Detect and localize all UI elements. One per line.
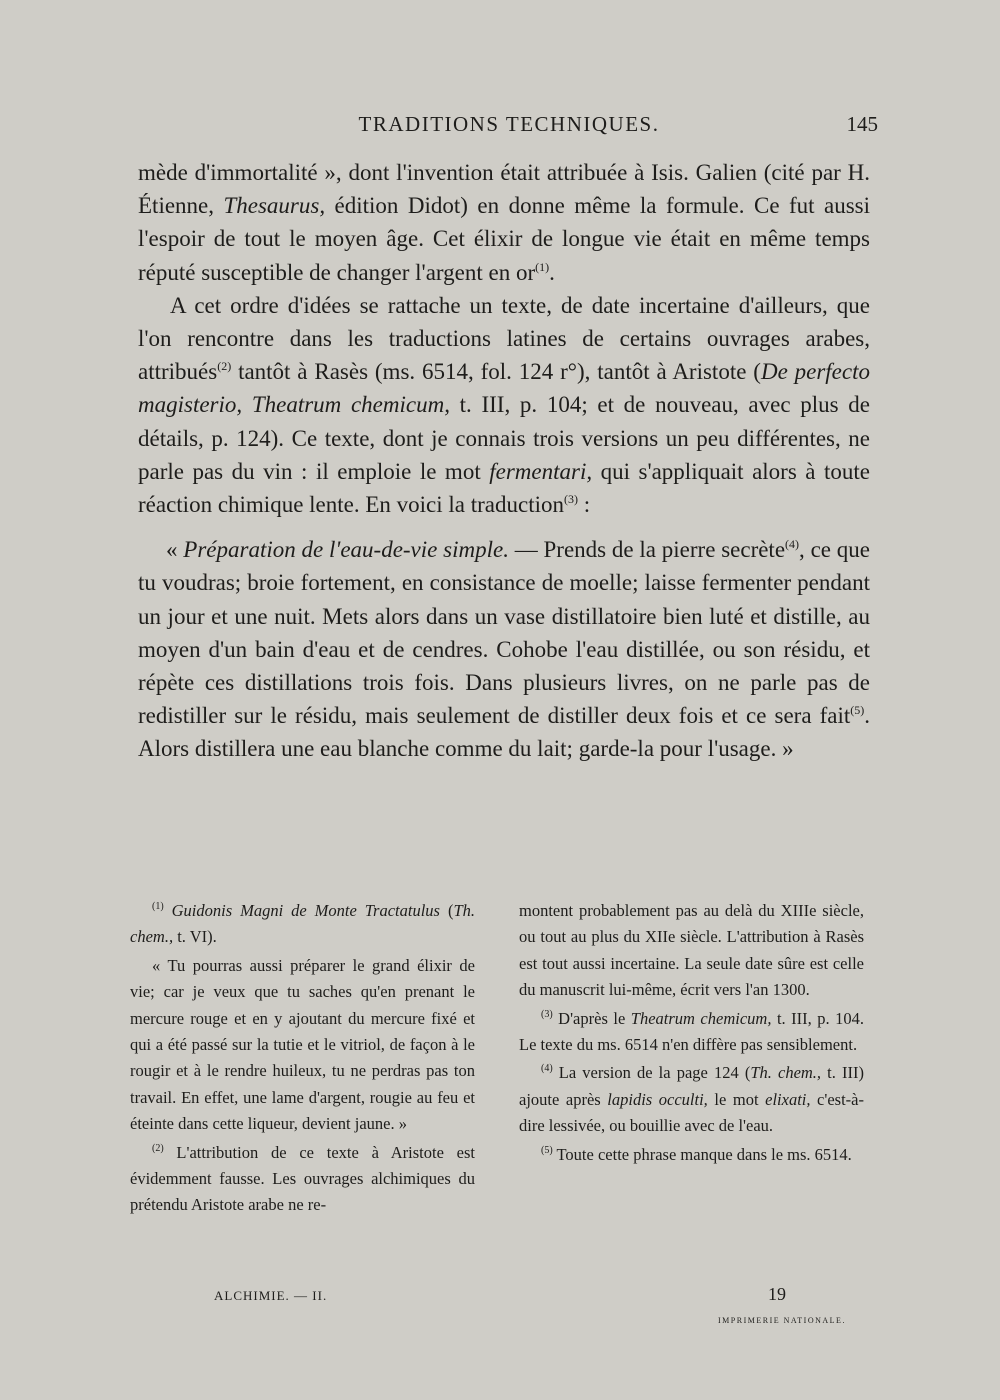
footnotes-right-column xyxy=(519,898,864,1221)
paragraph-2 xyxy=(138,289,870,521)
italic-title: De perfecto magisterio, Theatrum chemicum, xyxy=(138,359,870,418)
italic-latin: lapidis occulti, xyxy=(607,1089,708,1109)
italic-heading: Préparation de l'eau-de-vie simple. xyxy=(183,537,509,563)
text-run: — Prends de la pierre secrète xyxy=(508,537,786,563)
text-run: t. III, p. 104; et de nouveau, avec plus de détails, p. 124). Ce texte, dont je connais trois versions un peu différentes, ne parle pas du vin : il emploie le mot xyxy=(138,392,870,484)
running-header xyxy=(140,112,878,142)
footnote-marker: (1) xyxy=(152,901,164,912)
paragraph-1 xyxy=(138,156,870,289)
text-run: : xyxy=(577,492,591,518)
text-run: « xyxy=(166,537,184,563)
footnote-ref-4: (4) xyxy=(785,537,800,552)
text-run: c'est-à-dire lessivée, ou bouillie avec de l'eau. xyxy=(519,1089,864,1136)
quotation-paragraph xyxy=(138,533,870,765)
footnote-2 xyxy=(130,1140,475,1219)
text-run: . Alors distillera une eau blanche comme du lait; garde-la pour l'usage. » xyxy=(138,703,870,762)
footnote-ref-3: (3) xyxy=(563,492,578,507)
footnotes-left-column xyxy=(130,898,475,1221)
italic-ref: Th. chem., xyxy=(750,1063,822,1083)
text-run: Toute cette phrase manque dans le ms. 6514. xyxy=(552,1144,852,1164)
text-run: , ce que tu voudras; broie fortement, en consistance de moelle; laisse fermenter pendant un jour et une nuit. Mets alors dans un vase distillatoire bien luté et distille, au moyen d'un bain d'eau et de cendres. Cohobe l'eau distillée, ou son résidu, et répète ces distillations trois fois. Dans plusieurs livres, on ne parle pas de redistiller sur le résidu, mais seulement de distiller deux fois et ce sera fait xyxy=(138,537,870,729)
text-run: D'après le xyxy=(552,1008,631,1028)
sheet-signature: 19 xyxy=(768,1284,786,1304)
italic-latin: elixati, xyxy=(765,1089,811,1109)
text-run: t. VI). xyxy=(173,927,217,947)
footnote-2-continued: montent probablement pas au delà du XIIIe siècle, ou tout au plus du XIIe siècle. L'attribution à Rasès est tout aussi incertaine. La seule date sûre est celle du manuscrit lui-même, écrit vers l'an 1300. xyxy=(519,901,864,1000)
text-run: t. III) ajoute après xyxy=(519,1063,864,1109)
text-run: t. III, p. 104. Le texte du ms. 6514 n'en diffère pas sensiblement. xyxy=(519,1008,864,1055)
text-run: A cet ordre d'idées se rattache un texte, de date incertaine d'ailleurs, que l'on rencontre dans les traductions latines de certains ouvrages arabes, attribués xyxy=(138,292,870,385)
text-run: L'attribution de ce texte à Aristote est évidemment fausse. Les ouvrages alchimiques du prétendu Aristote arabe ne re- xyxy=(130,1142,475,1215)
italic-title: Thesaurus, xyxy=(223,193,326,219)
footnote-4 xyxy=(519,1060,864,1139)
footnote-ref-1: (1) xyxy=(535,259,550,274)
footnote-ref-5: (5) xyxy=(850,703,865,718)
text-run: La version de la page 124 ( xyxy=(552,1063,751,1083)
footnote-3 xyxy=(519,1006,864,1059)
footnote-5 xyxy=(519,1142,864,1168)
text-run: tantôt à Rasès (ms. 6514, fol. 124 r°), tantôt à Aristote ( xyxy=(231,359,761,385)
text-run: édition Didot) en donne même la formule. Ce fut aussi l'espoir de tout le moyen âge. Cet élixir de longue vie était en même temps réputé susceptible de changer l'argent en or xyxy=(138,193,871,285)
volume-signature: ALCHIMIE. — II. xyxy=(214,1288,328,1303)
footnote-marker: (2) xyxy=(152,1142,164,1154)
italic-ref: Theatrum chemicum, xyxy=(630,1008,772,1028)
running-title: TRADITIONS TECHNIQUES. xyxy=(358,112,660,136)
text-run: . xyxy=(549,259,555,285)
text-run: ( xyxy=(439,901,454,920)
text-run: mède d'immortalité », dont l'invention était attribuée à Isis. Galien (cité par H. Étienne, xyxy=(138,160,870,219)
italic-title: Guidonis Magni de Monte Tractatulus xyxy=(171,901,440,920)
footnote-marker: (4) xyxy=(541,1063,553,1075)
italic-word: fermentari, xyxy=(489,458,593,484)
footnotes xyxy=(130,898,864,1221)
footnote-1-quote: « Tu pourras aussi préparer le grand élixir de vie; car je veux que tu saches qu'en prenant le mercure rouge et en y ajoutant du mercure fixé et qui a été passé sur la tutie et le vitriol, de façon à le rougir et à le rendre huileux, tu ne perdras pas ton travail. En effet, une lame d'argent, rougie au feu et éteinte dans cette liqueur, devient jaune. » xyxy=(130,955,475,1134)
footnote-ref-2: (2) xyxy=(217,359,232,374)
main-text xyxy=(138,156,870,766)
printer-imprint: IMPRIMERIE NATIONALE. xyxy=(718,1316,846,1325)
footnote-marker: (5) xyxy=(541,1144,553,1156)
text-run: le mot xyxy=(707,1089,766,1109)
footnote-1 xyxy=(130,898,475,951)
italic-ref: Th. chem., xyxy=(130,901,476,947)
footnote-marker: (3) xyxy=(541,1008,553,1020)
page-number: 145 xyxy=(846,112,878,136)
text-run: qui s'appliquait alors à toute réaction chimique lente. En voici la traduction xyxy=(138,458,871,518)
